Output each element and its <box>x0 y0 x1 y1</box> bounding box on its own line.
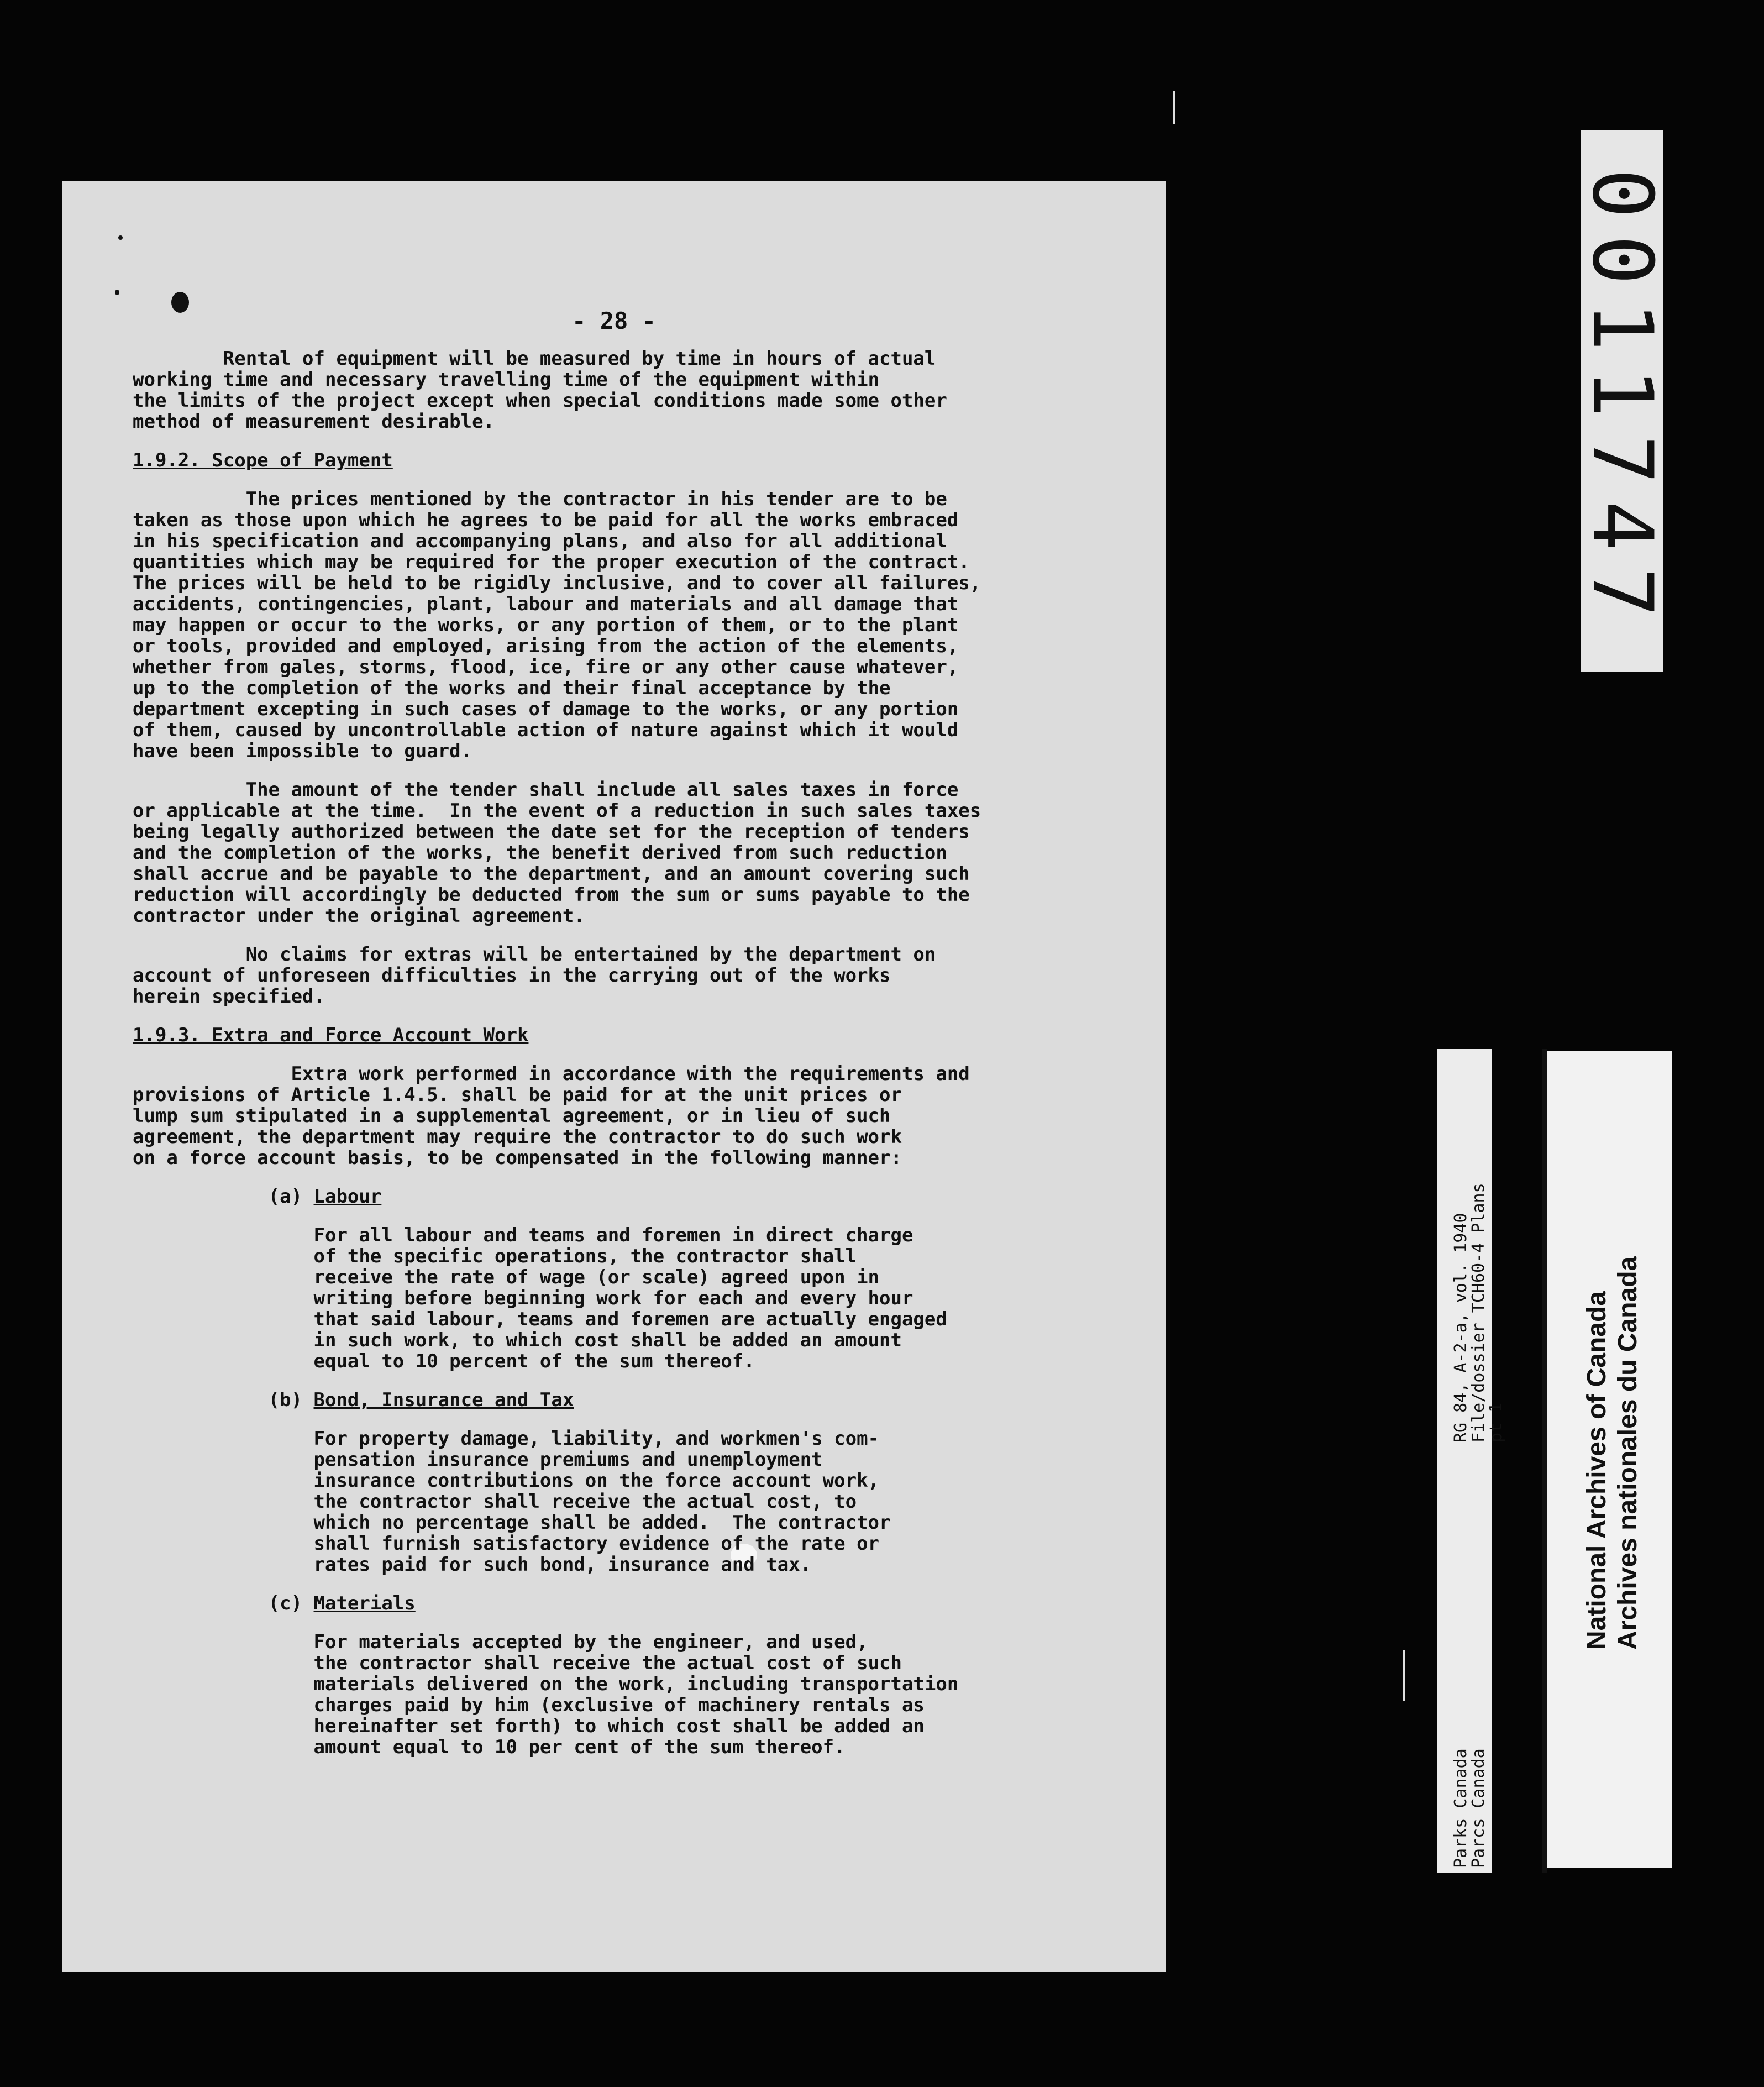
text-line: shall accrue and be payable to the department, and an amount covering such <box>133 863 970 885</box>
text-line: department excepting in such cases of damage to the works, or any portion <box>133 698 959 720</box>
subsection-heading <box>133 1593 1161 1614</box>
text-line: lump sum stipulated in a supplemental agreement, or in lieu of such <box>133 1105 891 1127</box>
text-line: reduction will accordingly be deducted from the sum or sums payable to the <box>133 884 970 906</box>
text-line: No claims for extras will be entertained by the department on <box>133 943 936 966</box>
text-line: quantities which may be required for the proper execution of the contract. <box>133 551 970 573</box>
subsection-marker: (c) <box>133 1592 314 1614</box>
text-line: of them, caused by uncontrollable action of nature against which it would <box>133 719 959 741</box>
text-line: which no percentage shall be added. The contractor <box>133 1512 891 1534</box>
text-line: that said labour, teams and foremen are actually engaged <box>133 1308 947 1330</box>
text-line: the contractor shall receive the actual cost of such <box>133 1652 902 1674</box>
blank-line <box>133 1614 1161 1632</box>
subsection-marker: (a) <box>133 1186 314 1208</box>
archive-reference <box>1452 1183 1505 1443</box>
film-scratch <box>1173 91 1175 124</box>
frame-number-strip <box>1574 130 1670 672</box>
subsection-title: Bond, Insurance and Tax <box>313 1389 574 1411</box>
text-line: rates paid for such bond, insurance and tax. <box>133 1554 812 1576</box>
text-line: contractor under the original agreement. <box>133 905 585 927</box>
section-heading: 1.9.3. Extra and Force Account Work <box>133 1024 529 1046</box>
text-line: equal to 10 percent of the sum thereof. <box>133 1350 755 1372</box>
document-body <box>133 348 1161 1758</box>
text-line: up to the completion of the works and their final acceptance by the <box>133 677 891 699</box>
text-line: the contractor shall receive the actual cost, to <box>133 1491 857 1513</box>
text-line: provisions of Article 1.4.5. shall be paid for at the unit prices or <box>133 1084 902 1106</box>
ink-dot-mark <box>118 235 123 240</box>
text-line: may happen or occur to the works, or any portion of them, or to the plant <box>133 614 959 636</box>
reference-line: pt 1 <box>1487 1402 1506 1443</box>
archive-name-fr: Archives nationales du Canada <box>1613 1256 1642 1650</box>
label-divider <box>1542 1049 1547 1873</box>
text-line: account of unforeseen difficulties in the carrying out of the works <box>133 964 891 987</box>
text-line: whether from gales, storms, flood, ice, fire or any other cause whatever, <box>133 656 959 678</box>
text-line: being legally authorized between the date set for the reception of tenders <box>133 821 970 843</box>
archive-name-en: National Archives of Canada <box>1582 1291 1611 1650</box>
subsection-title: Labour <box>313 1186 382 1208</box>
text-line: or tools, provided and employed, arising from the action of the elements, <box>133 635 959 657</box>
text-line: working time and necessary travelling time of the equipment within <box>133 369 880 391</box>
text-line: Rental of equipment will be measured by time in hours of actual <box>133 348 936 370</box>
text-line: For materials accepted by the engineer, and used, <box>133 1631 868 1653</box>
text-line: herein specified. <box>133 985 325 1008</box>
text-line: or applicable at the time. In the event of a reduction in such sales taxes <box>133 800 981 822</box>
blank-line <box>133 432 1161 450</box>
blank-line <box>133 1007 1161 1025</box>
agency-name <box>1452 1748 1488 1868</box>
page-number: - 28 - <box>572 307 656 334</box>
blank-line <box>133 1410 1161 1428</box>
text-line: in such work, to which cost shall be added an amount <box>133 1329 902 1351</box>
text-line: pensation insurance premiums and unemployment <box>133 1449 823 1471</box>
text-line: of the specific operations, the contractor shall <box>133 1245 857 1267</box>
text-line: method of measurement desirable. <box>133 411 495 433</box>
text-line: charges paid by him (exclusive of machinery rentals as <box>133 1694 925 1716</box>
ink-dot-mark <box>115 290 119 295</box>
text-line: the limits of the project except when special conditions made some other <box>133 390 947 412</box>
text-line: hereinafter set forth) to which cost shall be added an <box>133 1715 925 1737</box>
text-line: taken as those upon which he agrees to be paid for all the works embraced <box>133 509 959 531</box>
subsection-title: Materials <box>313 1592 416 1614</box>
subsection-marker: (b) <box>133 1389 314 1411</box>
text-line: receive the rate of wage (or scale) agreed upon in <box>133 1266 880 1288</box>
text-line: For property damage, liability, and workmen's com- <box>133 1428 880 1450</box>
text-line: shall furnish satisfactory evidence of the rate or <box>133 1533 880 1555</box>
text-line: insurance contributions on the force account work, <box>133 1470 880 1492</box>
text-line: agreement, the department may require the contractor to do such work <box>133 1126 902 1148</box>
blank-line <box>133 1575 1161 1593</box>
text-line: The prices will be held to be rigidly inclusive, and to cover all failures, <box>133 572 981 594</box>
blank-line <box>133 1372 1161 1389</box>
blank-line <box>133 1046 1161 1063</box>
text-line: materials delivered on the work, including transportation <box>133 1673 959 1695</box>
text-line: amount equal to 10 per cent of the sum thereof. <box>133 1736 846 1758</box>
archive-name <box>1582 1256 1644 1650</box>
agency-line: Parks Canada <box>1451 1748 1471 1868</box>
text-line: on a force account basis, to be compensated in the following manner: <box>133 1147 902 1169</box>
section-heading: 1.9.2. Scope of Payment <box>133 449 393 471</box>
document-page <box>62 181 1166 1972</box>
text-line: For all labour and teams and foremen in direct charge <box>133 1224 914 1246</box>
text-line: and the completion of the works, the benefit derived from such reduction <box>133 842 947 864</box>
blank-line <box>133 926 1161 944</box>
subsection-heading <box>133 1389 1161 1410</box>
frame-number: 0011747 <box>1574 168 1670 635</box>
text-line: accidents, contingencies, plant, labour and materials and all damage that <box>133 593 959 615</box>
blank-line <box>133 1168 1161 1186</box>
text-line: The prices mentioned by the contractor in his tender are to be <box>133 488 947 510</box>
blank-line <box>133 471 1161 489</box>
film-scratch <box>1403 1650 1405 1701</box>
reference-line: File/dossier TCH60-4 Plans <box>1469 1183 1488 1443</box>
blank-line <box>133 762 1161 779</box>
blank-line <box>133 1207 1161 1225</box>
reference-line: RG 84, A-2-a, vol. 1940 <box>1451 1213 1471 1443</box>
text-line: Extra work performed in accordance with the requirements and <box>133 1063 970 1085</box>
text-line: have been impossible to guard. <box>133 740 473 762</box>
text-line: The amount of the tender shall include all sales taxes in force <box>133 779 959 801</box>
agency-line: Parcs Canada <box>1469 1748 1488 1868</box>
text-line: in his specification and accompanying plans, and also for all additional <box>133 530 947 552</box>
subsection-heading <box>133 1186 1161 1207</box>
text-line: writing before beginning work for each and every hour <box>133 1287 914 1309</box>
